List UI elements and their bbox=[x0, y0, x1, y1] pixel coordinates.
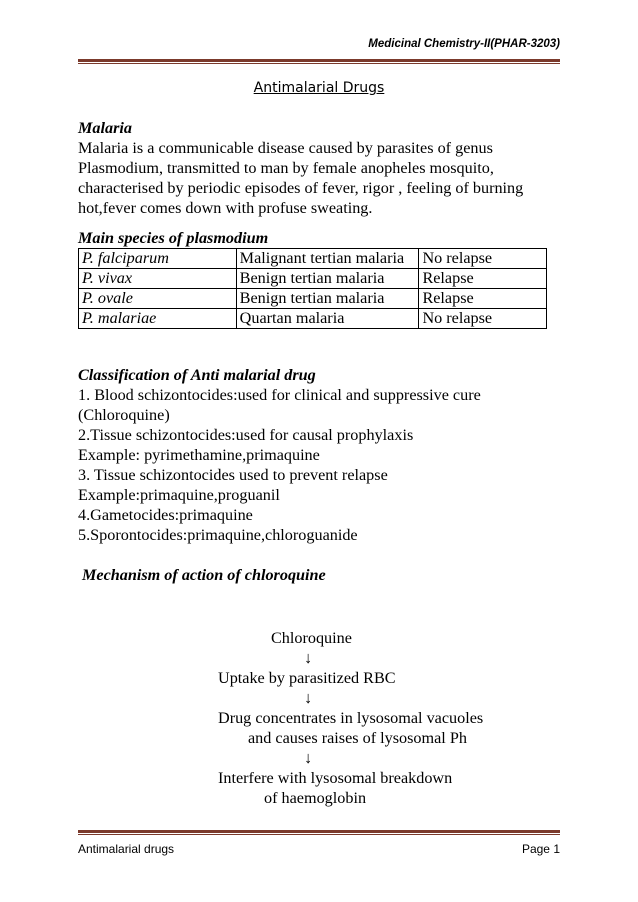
flow-step: Interfere with lysosomal breakdown bbox=[218, 769, 453, 787]
flow-step: Uptake by parasitized RBC bbox=[218, 669, 396, 687]
malaria-type-cell: Benign tertian malaria bbox=[236, 269, 419, 289]
relapse-cell: Relapse bbox=[419, 269, 547, 289]
species-cell: P. falciparum bbox=[79, 249, 237, 269]
species-table bbox=[78, 248, 547, 329]
down-arrow-icon: ↓ bbox=[304, 749, 313, 767]
footer-doc-title: Antimalarial drugs bbox=[78, 842, 175, 856]
relapse-cell: Relapse bbox=[419, 289, 547, 309]
classification-line: 3. Tissue schizontocides used to prevent relapse bbox=[78, 466, 388, 484]
down-arrow-icon: ↓ bbox=[304, 649, 313, 667]
classification-heading: Classification of Anti malarial drug bbox=[78, 366, 316, 384]
classification-line: Example:primaquine,proguanil bbox=[78, 486, 280, 504]
malaria-type-cell: Quartan malaria bbox=[236, 309, 419, 329]
species-cell: P. malariae bbox=[79, 309, 237, 329]
malaria-line: characterised by periodic episodes of fever, rigor , feeling of burning bbox=[78, 179, 524, 197]
down-arrow-icon: ↓ bbox=[304, 689, 313, 707]
page-title: Antimalarial Drugs bbox=[253, 80, 385, 96]
relapse-cell: No relapse bbox=[419, 309, 547, 329]
header-rule-thin bbox=[78, 63, 560, 64]
classification-line: 5.Sporontocides:primaquine,chloroguanide bbox=[78, 526, 358, 544]
table-row bbox=[79, 269, 547, 289]
footer-rule-thick bbox=[78, 830, 560, 833]
classification-line: 1. Blood schizontocides:used for clinical and suppressive cure bbox=[78, 386, 481, 404]
malaria-line: Plasmodium, transmitted to man by female anopheles mosquito, bbox=[78, 159, 494, 177]
species-cell: P. vivax bbox=[79, 269, 237, 289]
flow-step: and causes raises of lysosomal Ph bbox=[248, 729, 467, 747]
classification-line: 2.Tissue schizontocides:used for causal prophylaxis bbox=[78, 426, 414, 444]
table-row bbox=[79, 309, 547, 329]
classification-line: 4.Gametocides:primaquine bbox=[78, 506, 253, 524]
classification-line: Example: pyrimethamine,primaquine bbox=[78, 446, 320, 464]
table-row bbox=[79, 249, 547, 269]
malaria-type-cell: Malignant tertian malaria bbox=[236, 249, 419, 269]
relapse-cell: No relapse bbox=[419, 249, 547, 269]
species-cell: P. ovale bbox=[79, 289, 237, 309]
malaria-heading: Malaria bbox=[78, 119, 132, 137]
mechanism-flowchart bbox=[218, 628, 538, 808]
flow-step: Chloroquine bbox=[271, 629, 352, 647]
footer-rule-thin bbox=[78, 834, 560, 835]
species-heading: Main species of plasmodium bbox=[78, 229, 269, 247]
table-row bbox=[79, 289, 547, 309]
flow-step: of haemoglobin bbox=[264, 789, 367, 807]
classification-line: (Chloroquine) bbox=[78, 406, 170, 424]
flow-step: Drug concentrates in lysosomal vacuoles bbox=[218, 709, 484, 727]
malaria-type-cell: Benign tertian malaria bbox=[236, 289, 419, 309]
document-body bbox=[78, 118, 560, 585]
malaria-line: Malaria is a communicable disease caused by parasites of genus bbox=[78, 139, 493, 157]
page-header-course: Medicinal Chemistry-II(PHAR-3203) bbox=[368, 38, 560, 50]
footer-page-number: Page 1 bbox=[521, 842, 560, 856]
header-rule-thick bbox=[78, 59, 560, 62]
mechanism-heading: Mechanism of action of chloroquine bbox=[82, 566, 326, 584]
malaria-line: hot,fever comes down with profuse sweating. bbox=[78, 199, 373, 217]
